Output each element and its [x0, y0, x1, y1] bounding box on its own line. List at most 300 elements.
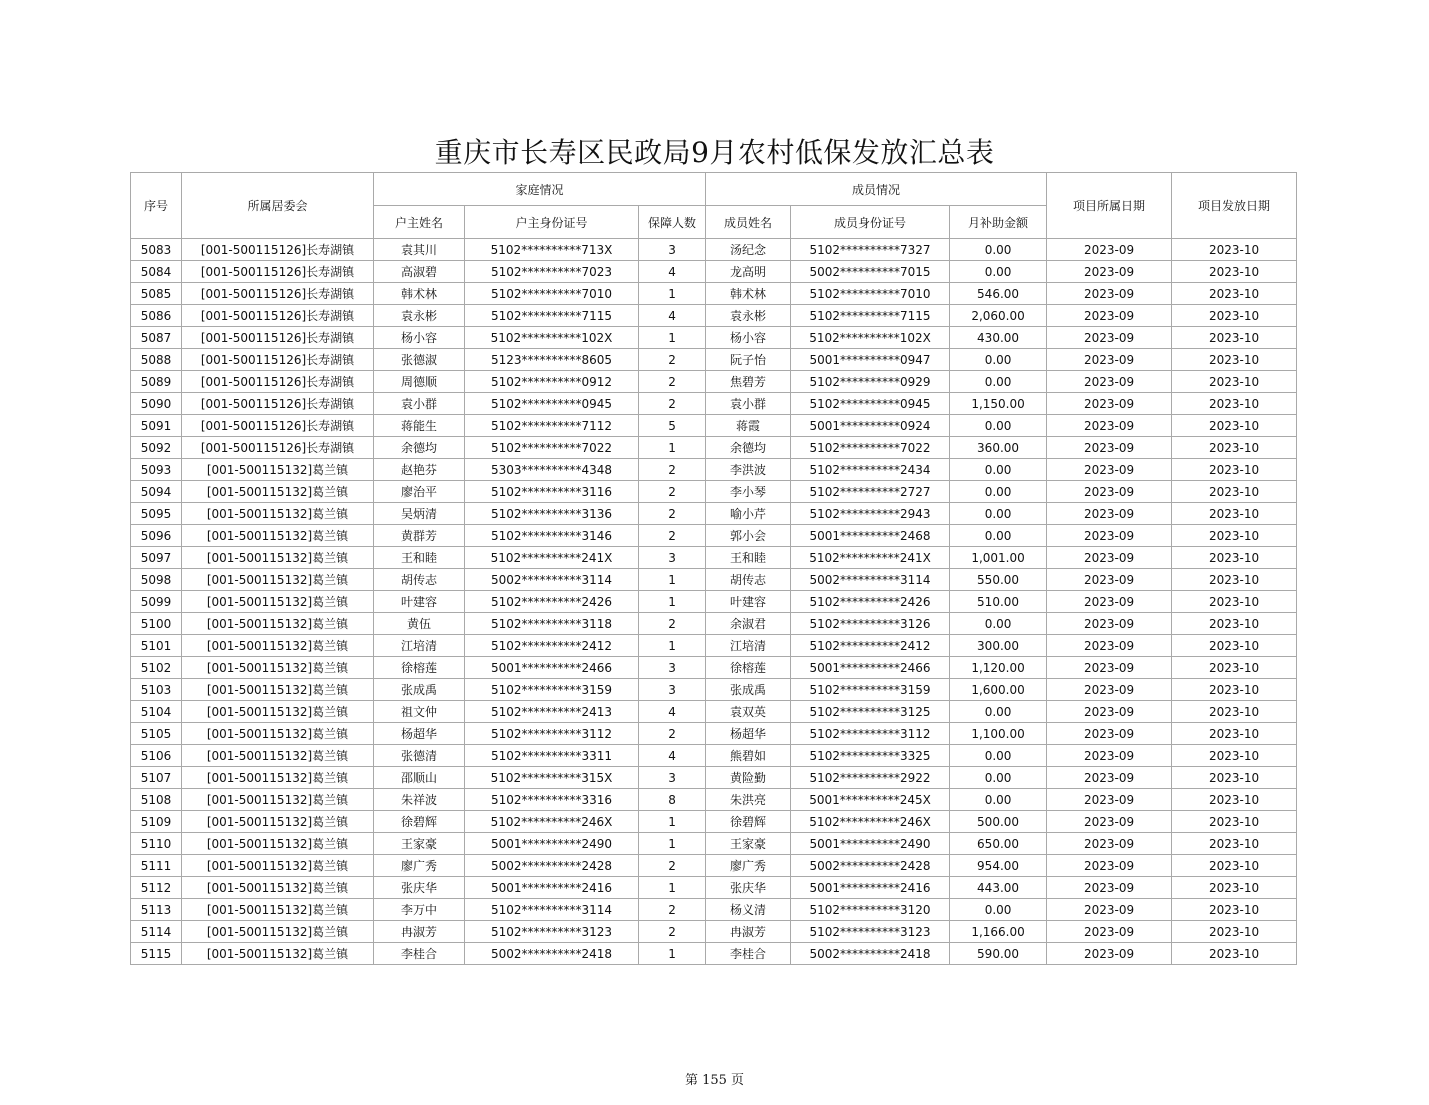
- cell-head-id: 5102**********102X: [465, 327, 639, 349]
- cell-head-name: 杨小容: [374, 327, 465, 349]
- cell-count: 1: [639, 591, 706, 613]
- cell-amount: 650.00: [950, 833, 1047, 855]
- table-row: [131, 459, 1297, 481]
- header-project-month: 项目所属日期: [1047, 173, 1172, 239]
- header-family-group: 家庭情况: [374, 173, 706, 206]
- cell-seq: 5095: [131, 503, 182, 525]
- cell-amount: 0.00: [950, 261, 1047, 283]
- cell-count: 2: [639, 855, 706, 877]
- cell-member-name: 袁双英: [706, 701, 791, 723]
- table-row: [131, 701, 1297, 723]
- cell-member-id: 5001**********245X: [791, 789, 950, 811]
- cell-seq: 5086: [131, 305, 182, 327]
- cell-head-id: 5102**********3114: [465, 899, 639, 921]
- cell-head-id: 5102**********315X: [465, 767, 639, 789]
- cell-member-id: 5102**********3123: [791, 921, 950, 943]
- cell-issue-month: 2023-10: [1172, 481, 1297, 503]
- cell-project-month: 2023-09: [1047, 239, 1172, 261]
- cell-amount: 0.00: [950, 371, 1047, 393]
- cell-committee: [001-500115126]长寿湖镇: [182, 415, 374, 437]
- cell-seq: 5112: [131, 877, 182, 899]
- cell-count: 1: [639, 635, 706, 657]
- table-row: [131, 239, 1297, 261]
- cell-issue-month: 2023-10: [1172, 591, 1297, 613]
- cell-head-id: 5102**********7010: [465, 283, 639, 305]
- cell-member-name: 张成禹: [706, 679, 791, 701]
- cell-committee: [001-500115132]葛兰镇: [182, 833, 374, 855]
- cell-member-id: 5001**********0924: [791, 415, 950, 437]
- cell-member-name: 江培清: [706, 635, 791, 657]
- cell-seq: 5103: [131, 679, 182, 701]
- cell-project-month: 2023-09: [1047, 679, 1172, 701]
- table-row: [131, 591, 1297, 613]
- cell-member-id: 5002**********2428: [791, 855, 950, 877]
- cell-project-month: 2023-09: [1047, 591, 1172, 613]
- cell-head-name: 胡传志: [374, 569, 465, 591]
- cell-member-name: 熊碧如: [706, 745, 791, 767]
- table-row: [131, 349, 1297, 371]
- header-head-name: 户主姓名: [374, 206, 465, 239]
- cell-committee: [001-500115132]葛兰镇: [182, 899, 374, 921]
- cell-issue-month: 2023-10: [1172, 899, 1297, 921]
- cell-amount: 0.00: [950, 503, 1047, 525]
- cell-member-name: 袁永彬: [706, 305, 791, 327]
- cell-count: 2: [639, 723, 706, 745]
- cell-head-id: 5002**********3114: [465, 569, 639, 591]
- table-row: [131, 899, 1297, 921]
- cell-seq: 5104: [131, 701, 182, 723]
- cell-head-name: 周德顺: [374, 371, 465, 393]
- cell-head-name: 袁永彬: [374, 305, 465, 327]
- cell-project-month: 2023-09: [1047, 503, 1172, 525]
- table-row: [131, 833, 1297, 855]
- cell-member-name: 李小琴: [706, 481, 791, 503]
- cell-member-id: 5102**********3120: [791, 899, 950, 921]
- cell-head-name: 王和睦: [374, 547, 465, 569]
- cell-project-month: 2023-09: [1047, 613, 1172, 635]
- cell-head-id: 5002**********2428: [465, 855, 639, 877]
- cell-count: 3: [639, 767, 706, 789]
- cell-member-id: 5102**********2922: [791, 767, 950, 789]
- cell-issue-month: 2023-10: [1172, 459, 1297, 481]
- cell-committee: [001-500115132]葛兰镇: [182, 481, 374, 503]
- cell-head-name: 黄伍: [374, 613, 465, 635]
- table-row: [131, 569, 1297, 591]
- page-number: 第 155 页: [684, 1073, 745, 1088]
- cell-issue-month: 2023-10: [1172, 239, 1297, 261]
- cell-committee: [001-500115126]长寿湖镇: [182, 305, 374, 327]
- cell-count: 1: [639, 877, 706, 899]
- cell-issue-month: 2023-10: [1172, 679, 1297, 701]
- cell-head-name: 黄群芳: [374, 525, 465, 547]
- cell-project-month: 2023-09: [1047, 635, 1172, 657]
- cell-amount: 510.00: [950, 591, 1047, 613]
- table-row: [131, 657, 1297, 679]
- cell-project-month: 2023-09: [1047, 525, 1172, 547]
- cell-count: 1: [639, 569, 706, 591]
- cell-member-name: 廖广秀: [706, 855, 791, 877]
- table-row: [131, 635, 1297, 657]
- cell-seq: 5093: [131, 459, 182, 481]
- table-row: [131, 305, 1297, 327]
- cell-amount: 443.00: [950, 877, 1047, 899]
- cell-seq: 5102: [131, 657, 182, 679]
- cell-seq: 5090: [131, 393, 182, 415]
- cell-project-month: 2023-09: [1047, 899, 1172, 921]
- cell-member-name: 冉淑芳: [706, 921, 791, 943]
- cell-member-name: 余德均: [706, 437, 791, 459]
- cell-head-id: 5123**********8605: [465, 349, 639, 371]
- cell-head-id: 5001**********2466: [465, 657, 639, 679]
- cell-member-name: 胡传志: [706, 569, 791, 591]
- cell-amount: 1,120.00: [950, 657, 1047, 679]
- cell-committee: [001-500115126]长寿湖镇: [182, 261, 374, 283]
- cell-issue-month: 2023-10: [1172, 503, 1297, 525]
- cell-head-name: 杨超华: [374, 723, 465, 745]
- cell-head-name: 韩术林: [374, 283, 465, 305]
- cell-amount: 0.00: [950, 745, 1047, 767]
- cell-head-name: 张庆华: [374, 877, 465, 899]
- cell-issue-month: 2023-10: [1172, 393, 1297, 415]
- cell-committee: [001-500115132]葛兰镇: [182, 657, 374, 679]
- cell-count: 1: [639, 943, 706, 965]
- cell-member-name: 李桂合: [706, 943, 791, 965]
- cell-seq: 5084: [131, 261, 182, 283]
- cell-count: 2: [639, 899, 706, 921]
- cell-amount: 0.00: [950, 459, 1047, 481]
- cell-member-name: 张庆华: [706, 877, 791, 899]
- cell-member-id: 5001**********2466: [791, 657, 950, 679]
- cell-committee: [001-500115126]长寿湖镇: [182, 239, 374, 261]
- cell-amount: 430.00: [950, 327, 1047, 349]
- table-row: [131, 437, 1297, 459]
- cell-member-name: 叶建容: [706, 591, 791, 613]
- cell-count: 4: [639, 745, 706, 767]
- cell-project-month: 2023-09: [1047, 811, 1172, 833]
- cell-amount: 360.00: [950, 437, 1047, 459]
- cell-member-id: 5102**********2434: [791, 459, 950, 481]
- cell-project-month: 2023-09: [1047, 701, 1172, 723]
- cell-member-id: 5001**********2416: [791, 877, 950, 899]
- cell-head-id: 5102**********3311: [465, 745, 639, 767]
- cell-issue-month: 2023-10: [1172, 547, 1297, 569]
- table-row: [131, 261, 1297, 283]
- cell-head-name: 邵顺山: [374, 767, 465, 789]
- cell-amount: 0.00: [950, 239, 1047, 261]
- table-row: [131, 679, 1297, 701]
- cell-count: 3: [639, 547, 706, 569]
- cell-amount: 1,001.00: [950, 547, 1047, 569]
- cell-project-month: 2023-09: [1047, 327, 1172, 349]
- cell-issue-month: 2023-10: [1172, 349, 1297, 371]
- cell-issue-month: 2023-10: [1172, 921, 1297, 943]
- cell-member-id: 5002**********2418: [791, 943, 950, 965]
- cell-member-id: 5102**********0929: [791, 371, 950, 393]
- cell-seq: 5114: [131, 921, 182, 943]
- cell-issue-month: 2023-10: [1172, 415, 1297, 437]
- table-row: [131, 393, 1297, 415]
- cell-count: 1: [639, 327, 706, 349]
- cell-head-name: 叶建容: [374, 591, 465, 613]
- cell-head-id: 5102**********2412: [465, 635, 639, 657]
- cell-committee: [001-500115132]葛兰镇: [182, 459, 374, 481]
- cell-member-name: 余淑君: [706, 613, 791, 635]
- cell-head-id: 5102**********2426: [465, 591, 639, 613]
- cell-project-month: 2023-09: [1047, 943, 1172, 965]
- cell-count: 5: [639, 415, 706, 437]
- table-row: [131, 767, 1297, 789]
- cell-member-name: 郭小会: [706, 525, 791, 547]
- cell-committee: [001-500115132]葛兰镇: [182, 877, 374, 899]
- cell-committee: [001-500115132]葛兰镇: [182, 547, 374, 569]
- cell-project-month: 2023-09: [1047, 261, 1172, 283]
- cell-head-name: 余德均: [374, 437, 465, 459]
- cell-project-month: 2023-09: [1047, 855, 1172, 877]
- cell-member-id: 5102**********7327: [791, 239, 950, 261]
- page-title: 重庆市长寿区民政局9月农村低保发放汇总表: [434, 136, 995, 169]
- cell-member-id: 5102**********3126: [791, 613, 950, 635]
- cell-seq: 5109: [131, 811, 182, 833]
- cell-member-id: 5102**********2426: [791, 591, 950, 613]
- table-row: [131, 877, 1297, 899]
- cell-head-id: 5102**********241X: [465, 547, 639, 569]
- cell-count: 4: [639, 261, 706, 283]
- cell-head-id: 5102**********3136: [465, 503, 639, 525]
- cell-committee: [001-500115126]长寿湖镇: [182, 349, 374, 371]
- cell-amount: 546.00: [950, 283, 1047, 305]
- cell-member-name: 黄险勤: [706, 767, 791, 789]
- cell-project-month: 2023-09: [1047, 305, 1172, 327]
- table-row: [131, 921, 1297, 943]
- cell-project-month: 2023-09: [1047, 789, 1172, 811]
- cell-amount: 1,600.00: [950, 679, 1047, 701]
- cell-seq: 5097: [131, 547, 182, 569]
- cell-issue-month: 2023-10: [1172, 877, 1297, 899]
- cell-member-id: 5102**********3125: [791, 701, 950, 723]
- cell-seq: 5115: [131, 943, 182, 965]
- cell-project-month: 2023-09: [1047, 877, 1172, 899]
- header-member-name: 成员姓名: [706, 206, 791, 239]
- cell-head-name: 吴炳清: [374, 503, 465, 525]
- header-committee: 所属居委会: [182, 173, 374, 239]
- cell-committee: [001-500115126]长寿湖镇: [182, 327, 374, 349]
- cell-member-name: 阮子怡: [706, 349, 791, 371]
- cell-committee: [001-500115132]葛兰镇: [182, 943, 374, 965]
- cell-project-month: 2023-09: [1047, 459, 1172, 481]
- cell-project-month: 2023-09: [1047, 833, 1172, 855]
- cell-amount: 500.00: [950, 811, 1047, 833]
- cell-committee: [001-500115126]长寿湖镇: [182, 283, 374, 305]
- cell-issue-month: 2023-10: [1172, 569, 1297, 591]
- cell-project-month: 2023-09: [1047, 657, 1172, 679]
- cell-count: 4: [639, 701, 706, 723]
- table-row: [131, 723, 1297, 745]
- cell-issue-month: 2023-10: [1172, 327, 1297, 349]
- cell-count: 2: [639, 613, 706, 635]
- cell-seq: 5088: [131, 349, 182, 371]
- cell-member-id: 5102**********241X: [791, 547, 950, 569]
- cell-member-name: 徐碧辉: [706, 811, 791, 833]
- cell-head-name: 江培清: [374, 635, 465, 657]
- cell-amount: 1,100.00: [950, 723, 1047, 745]
- cell-seq: 5091: [131, 415, 182, 437]
- table-header: [131, 173, 1297, 239]
- cell-committee: [001-500115126]长寿湖镇: [182, 437, 374, 459]
- cell-committee: [001-500115126]长寿湖镇: [182, 393, 374, 415]
- cell-issue-month: 2023-10: [1172, 943, 1297, 965]
- cell-project-month: 2023-09: [1047, 723, 1172, 745]
- cell-member-name: 汤纪念: [706, 239, 791, 261]
- cell-issue-month: 2023-10: [1172, 745, 1297, 767]
- cell-issue-month: 2023-10: [1172, 635, 1297, 657]
- cell-count: 1: [639, 437, 706, 459]
- cell-head-id: 5102**********3159: [465, 679, 639, 701]
- cell-head-name: 冉淑芳: [374, 921, 465, 943]
- cell-head-name: 高淑碧: [374, 261, 465, 283]
- cell-member-name: 焦碧芳: [706, 371, 791, 393]
- cell-member-name: 杨义清: [706, 899, 791, 921]
- table-row: [131, 789, 1297, 811]
- cell-head-id: 5102**********2413: [465, 701, 639, 723]
- header-head-id: 户主身份证号: [465, 206, 639, 239]
- cell-seq: 5089: [131, 371, 182, 393]
- cell-count: 2: [639, 921, 706, 943]
- cell-head-name: 张成禹: [374, 679, 465, 701]
- cell-issue-month: 2023-10: [1172, 811, 1297, 833]
- cell-issue-month: 2023-10: [1172, 855, 1297, 877]
- cell-count: 2: [639, 481, 706, 503]
- cell-issue-month: 2023-10: [1172, 613, 1297, 635]
- cell-head-id: 5001**********2490: [465, 833, 639, 855]
- cell-committee: [001-500115132]葛兰镇: [182, 525, 374, 547]
- cell-member-id: 5102**********3325: [791, 745, 950, 767]
- cell-seq: 5092: [131, 437, 182, 459]
- cell-issue-month: 2023-10: [1172, 371, 1297, 393]
- cell-project-month: 2023-09: [1047, 415, 1172, 437]
- cell-seq: 5106: [131, 745, 182, 767]
- cell-count: 3: [639, 239, 706, 261]
- cell-committee: [001-500115132]葛兰镇: [182, 811, 374, 833]
- cell-issue-month: 2023-10: [1172, 723, 1297, 745]
- cell-member-id: 5102**********7010: [791, 283, 950, 305]
- cell-project-month: 2023-09: [1047, 371, 1172, 393]
- cell-project-month: 2023-09: [1047, 481, 1172, 503]
- cell-head-name: 朱祥波: [374, 789, 465, 811]
- cell-count: 2: [639, 371, 706, 393]
- cell-member-name: 喻小芹: [706, 503, 791, 525]
- header-count: 保障人数: [639, 206, 706, 239]
- relief-summary-table: [130, 172, 1297, 965]
- cell-project-month: 2023-09: [1047, 547, 1172, 569]
- cell-member-id: 5102**********2943: [791, 503, 950, 525]
- cell-seq: 5108: [131, 789, 182, 811]
- cell-issue-month: 2023-10: [1172, 657, 1297, 679]
- cell-head-name: 袁小群: [374, 393, 465, 415]
- cell-amount: 0.00: [950, 767, 1047, 789]
- cell-seq: 5111: [131, 855, 182, 877]
- cell-count: 3: [639, 679, 706, 701]
- cell-head-id: 5001**********2416: [465, 877, 639, 899]
- cell-member-name: 蒋霞: [706, 415, 791, 437]
- cell-head-id: 5102**********7022: [465, 437, 639, 459]
- cell-amount: 0.00: [950, 789, 1047, 811]
- table-row: [131, 371, 1297, 393]
- cell-project-month: 2023-09: [1047, 437, 1172, 459]
- cell-committee: [001-500115132]葛兰镇: [182, 723, 374, 745]
- cell-member-name: 王和睦: [706, 547, 791, 569]
- cell-member-name: 杨小容: [706, 327, 791, 349]
- cell-committee: [001-500115132]葛兰镇: [182, 635, 374, 657]
- cell-member-name: 袁小群: [706, 393, 791, 415]
- cell-count: 3: [639, 657, 706, 679]
- cell-head-name: 蒋能生: [374, 415, 465, 437]
- cell-head-id: 5102**********7112: [465, 415, 639, 437]
- cell-project-month: 2023-09: [1047, 767, 1172, 789]
- cell-seq: 5101: [131, 635, 182, 657]
- table-row: [131, 415, 1297, 437]
- cell-member-id: 5002**********7015: [791, 261, 950, 283]
- cell-amount: 954.00: [950, 855, 1047, 877]
- cell-head-id: 5102**********246X: [465, 811, 639, 833]
- cell-committee: [001-500115132]葛兰镇: [182, 679, 374, 701]
- cell-amount: 0.00: [950, 481, 1047, 503]
- cell-head-id: 5102**********3146: [465, 525, 639, 547]
- cell-member-id: 5001**********2468: [791, 525, 950, 547]
- cell-committee: [001-500115126]长寿湖镇: [182, 371, 374, 393]
- cell-seq: 5100: [131, 613, 182, 635]
- cell-member-id: 5102**********2412: [791, 635, 950, 657]
- cell-head-id: 5102**********713X: [465, 239, 639, 261]
- cell-seq: 5113: [131, 899, 182, 921]
- table-row: [131, 503, 1297, 525]
- cell-amount: 0.00: [950, 701, 1047, 723]
- header-member-group: 成员情况: [706, 173, 1047, 206]
- cell-head-name: 廖治平: [374, 481, 465, 503]
- header-seq: 序号: [131, 173, 182, 239]
- cell-amount: 0.00: [950, 349, 1047, 371]
- cell-seq: 5085: [131, 283, 182, 305]
- cell-count: 1: [639, 283, 706, 305]
- cell-head-id: 5102**********7115: [465, 305, 639, 327]
- cell-member-id: 5102**********102X: [791, 327, 950, 349]
- table-row: [131, 525, 1297, 547]
- cell-issue-month: 2023-10: [1172, 305, 1297, 327]
- cell-member-id: 5001**********0947: [791, 349, 950, 371]
- cell-amount: 0.00: [950, 899, 1047, 921]
- cell-head-name: 张德淑: [374, 349, 465, 371]
- cell-committee: [001-500115132]葛兰镇: [182, 569, 374, 591]
- cell-seq: 5107: [131, 767, 182, 789]
- cell-head-name: 徐榕莲: [374, 657, 465, 679]
- cell-head-id: 5102**********3112: [465, 723, 639, 745]
- cell-member-id: 5001**********2490: [791, 833, 950, 855]
- cell-count: 2: [639, 525, 706, 547]
- cell-member-id: 5102**********3159: [791, 679, 950, 701]
- cell-head-id: 5303**********4348: [465, 459, 639, 481]
- cell-member-id: 5002**********3114: [791, 569, 950, 591]
- cell-count: 8: [639, 789, 706, 811]
- cell-committee: [001-500115132]葛兰镇: [182, 921, 374, 943]
- cell-member-name: 王家豪: [706, 833, 791, 855]
- cell-member-name: 龙高明: [706, 261, 791, 283]
- cell-count: 2: [639, 503, 706, 525]
- cell-amount: 300.00: [950, 635, 1047, 657]
- cell-committee: [001-500115132]葛兰镇: [182, 613, 374, 635]
- cell-count: 2: [639, 459, 706, 481]
- table-row: [131, 481, 1297, 503]
- cell-committee: [001-500115132]葛兰镇: [182, 789, 374, 811]
- cell-member-id: 5102**********2727: [791, 481, 950, 503]
